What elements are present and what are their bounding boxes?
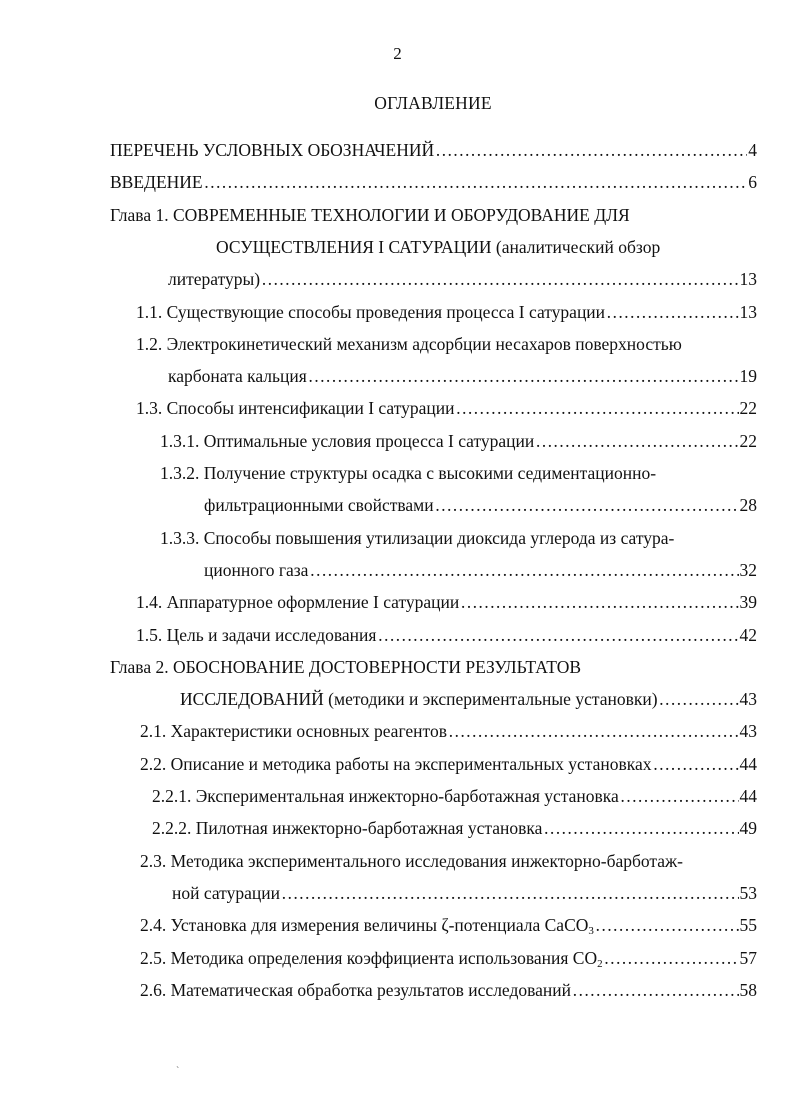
toc-entry-text: 1.4. Аппаратурное оформление I сатурации <box>136 592 460 613</box>
toc-page-number: 6 <box>748 172 757 193</box>
toc-entry-text: 1.3.3. Способы повышения утилизации диоксида углерода из сатура- <box>160 527 675 548</box>
toc-entry <box>168 269 757 293</box>
toc-entry-text: 1.2. Электрокинетический механизм адсорбции несахаров поверхностью <box>136 333 682 354</box>
toc-entry <box>136 334 682 358</box>
toc-entry <box>136 625 757 649</box>
dot-leader <box>460 592 738 613</box>
dot-leader <box>435 140 747 161</box>
dot-leader <box>653 754 739 775</box>
toc-entry <box>180 689 757 713</box>
toc-entry <box>110 205 630 229</box>
toc-page-number: 53 <box>739 882 757 903</box>
toc-entry <box>136 592 757 616</box>
toc-entry-text: 1.3. Способы интенсификации I сатурации <box>136 398 455 419</box>
toc-page-number: 28 <box>739 495 757 516</box>
toc-page-number: 22 <box>739 398 757 419</box>
toc-entry-text: ВВЕДЕНИЕ <box>110 172 203 193</box>
toc-entry <box>110 140 757 164</box>
toc-page-number: 44 <box>739 786 757 806</box>
toc-entry-text: 2.3. Методика экспериментального исследования инжекторно-барботаж- <box>140 850 683 871</box>
toc-page-number: 32 <box>739 559 757 580</box>
dot-leader <box>281 883 739 904</box>
toc-entry <box>110 172 757 196</box>
toc-entry <box>160 431 757 455</box>
subscript: 3 <box>588 925 594 938</box>
toc-entry-text: 1.1. Существующие способы проведения процесса I сатурации <box>136 301 606 322</box>
toc-page-number: 43 <box>739 721 757 742</box>
dot-leader <box>595 915 739 936</box>
dot-leader <box>659 689 739 710</box>
dot-leader <box>308 366 739 387</box>
toc-page-number: 43 <box>739 689 757 710</box>
toc-entry-text: 1.5. Цель и задачи исследования <box>136 624 377 645</box>
toc-entry-text: фильтрационными свойствами <box>204 495 434 516</box>
toc-page-number: 58 <box>739 979 757 1000</box>
toc-page-number: 4 <box>748 140 757 160</box>
dot-leader <box>535 431 738 452</box>
toc-entry <box>140 721 757 745</box>
toc-entry <box>160 463 656 487</box>
dot-leader <box>604 948 739 969</box>
toc-page-number: 57 <box>739 947 757 968</box>
toc-entry <box>216 237 660 261</box>
toc-entry <box>172 883 757 907</box>
toc-entry <box>136 302 757 326</box>
toc-entry-text: литературы) <box>168 269 261 290</box>
toc-entry <box>204 560 757 584</box>
dot-leader <box>543 818 738 839</box>
toc-entry <box>140 948 757 972</box>
toc-title: ОГЛАВЛЕНИЕ <box>374 93 492 113</box>
dot-leader <box>377 625 738 646</box>
toc-entry-text: 2.5. Методика определения коэффициента использования $CO_2$ <box>140 947 603 970</box>
scan-mark: ` <box>176 1066 180 1077</box>
toc-entry <box>110 657 581 681</box>
toc-page-number: 13 <box>739 301 757 322</box>
toc-entry <box>152 818 757 842</box>
toc-entry-text: 2.4. Установка для измерения величины ζ-потенциала CaCO$_3$ <box>140 915 594 938</box>
toc-entry-text: ИССЛЕДОВАНИЙ (методики и экспериментальные установки) <box>180 689 658 710</box>
toc-entry-text: 2.6. Математическая обработка результатов исследований <box>140 979 572 1000</box>
toc-page-number: 22 <box>739 430 757 451</box>
toc-entry-text: Глава 2. ОБОСНОВАНИЕ ДОСТОВЕРНОСТИ РЕЗУЛЬТАТОВ <box>110 656 582 677</box>
toc-page-number: 55 <box>739 915 757 936</box>
dot-leader <box>448 721 739 742</box>
toc-entry-text: ционного газа <box>204 559 309 580</box>
toc-entry <box>136 398 757 422</box>
toc-entry-text: 2.2.1. Экспериментальная инжекторно-барботажная установка <box>152 786 619 806</box>
toc-entry-text: карбоната кальция <box>168 366 307 387</box>
toc-entry-text: 1.3.1. Оптимальные условия процесса I сатурации <box>160 430 535 451</box>
toc-page-number: 39 <box>739 592 757 613</box>
toc-entry <box>140 980 757 1004</box>
toc-entry-text: ОСУЩЕСТВЛЕНИЯ I САТУРАЦИИ (аналитический обзор <box>216 236 661 257</box>
dot-leader <box>620 786 739 807</box>
toc-page-number: 13 <box>739 269 757 290</box>
toc-entry <box>140 754 757 778</box>
toc-entry <box>140 851 683 875</box>
toc-entry <box>204 495 757 519</box>
toc-entry-text: ПЕРЕЧЕНЬ УСЛОВНЫХ ОБОЗНАЧЕНИЙ <box>110 140 435 160</box>
toc-entry <box>160 528 674 552</box>
subscript: 2 <box>597 957 603 970</box>
dot-leader <box>204 172 748 193</box>
toc-entry-text: Глава 1. СОВРЕМЕННЫЕ ТЕХНОЛОГИИ И ОБОРУДОВАНИЕ ДЛЯ <box>110 204 630 225</box>
dot-leader <box>435 495 739 516</box>
toc-entry-text: 2.1. Характеристики основных реагентов <box>140 721 447 742</box>
dot-leader <box>261 269 738 290</box>
dot-leader <box>456 398 739 419</box>
toc-entry <box>168 366 757 390</box>
toc-entry <box>140 915 757 939</box>
toc-page-number: 19 <box>739 366 757 387</box>
toc-entry-text: 2.2.2. Пилотная инжекторно-барботажная установка <box>152 818 543 839</box>
page-number: 2 <box>393 44 402 63</box>
dot-leader <box>572 980 738 1001</box>
toc-page-number: 44 <box>739 753 757 774</box>
dot-leader <box>606 302 738 323</box>
toc-entry-text: 2.2. Описание и методика работы на экспериментальных установках <box>140 753 652 774</box>
toc-entry-text: ной сатурации <box>172 882 280 903</box>
toc-page-number: 49 <box>739 818 757 839</box>
toc-page-number: 42 <box>739 624 757 645</box>
toc-entry-text: 1.3.2. Получение структуры осадка с высокими седиментационно- <box>160 463 657 483</box>
toc-entry <box>152 786 757 810</box>
dot-leader <box>309 560 738 581</box>
